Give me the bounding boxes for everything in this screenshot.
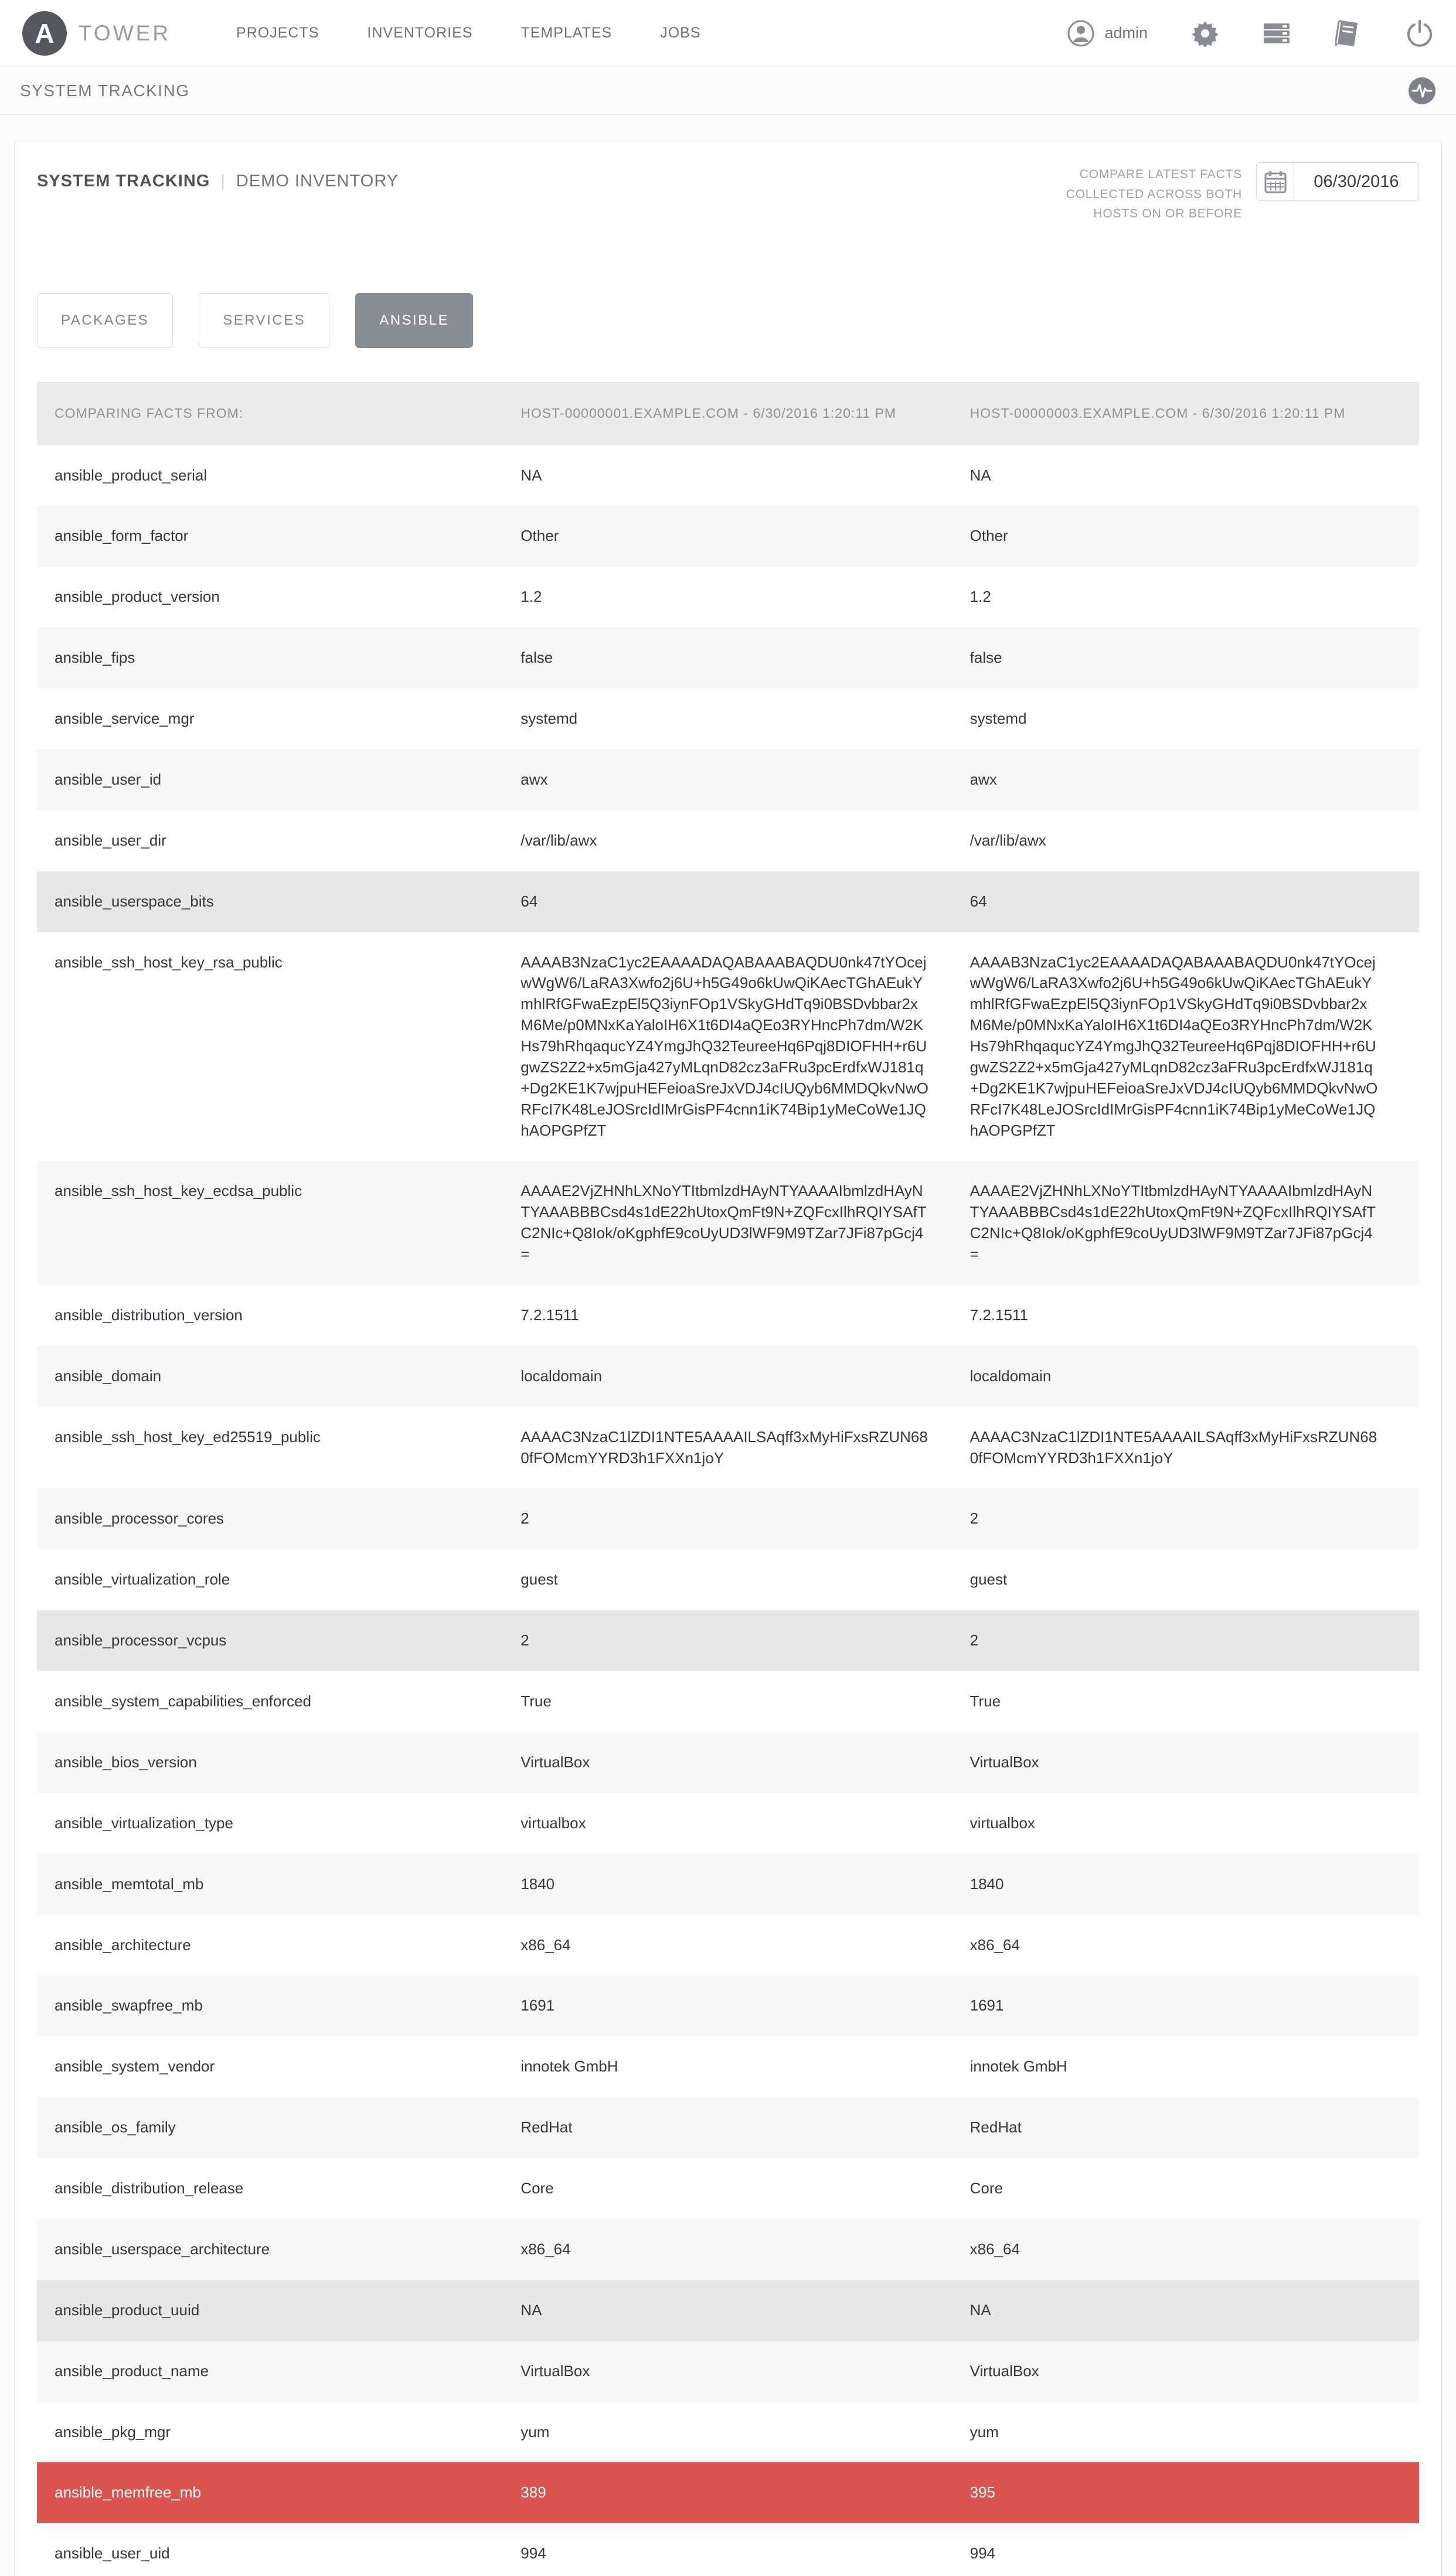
table-caption: COMPARING FACTS FROM: — [55, 405, 244, 421]
host1-value-cell: false — [521, 649, 553, 667]
page-title-inventory: DEMO INVENTORY — [236, 172, 399, 190]
host2-value-cell: NA — [969, 2301, 991, 2319]
fact-name-cell: ansible_os_family — [55, 2118, 176, 2137]
table-row — [37, 932, 1419, 1161]
rack-icon[interactable] — [1263, 19, 1291, 47]
host1-value-cell: /var/lib/awx — [521, 831, 597, 849]
fact-name-cell: ansible_user_dir — [55, 831, 166, 849]
table-row — [37, 1610, 1419, 1671]
title-separator: | — [220, 172, 226, 190]
host2-value-cell: yum — [969, 2422, 999, 2441]
host1-value-cell: NA — [521, 466, 542, 484]
nav-link-jobs[interactable]: JOBS — [660, 25, 701, 41]
host1-value-cell: awx — [521, 770, 548, 788]
table-row — [37, 1732, 1419, 1793]
table-row — [37, 1407, 1419, 1489]
host1-value-cell: AAAAC3NzaC1lZDI1NTE5AAAAILSAqff3xMyHiFxsRZUN680fFOMcmYYRD3h1FXXn1joY — [521, 1427, 928, 1467]
host2-value-cell: virtualbox — [969, 1814, 1035, 1832]
date-picker[interactable] — [1256, 162, 1419, 201]
host1-value-cell: AAAAE2VjZHNhLXNoYTItbmlzdHAyNTYAAAAIbmlzdHAyNTYAAABBBCsd4s1dE22hUtoxQmFt9N+ZQFcxIlhRQIYSAfTC2NIc+Q8Iok/oKgphfE9coUyUD3lWF9M9TZar7JFi87pGcj4= — [521, 1182, 927, 1263]
host2-value-cell: x86_64 — [969, 2240, 1020, 2258]
fact-name-cell: ansible_ssh_host_key_rsa_public — [55, 953, 283, 971]
table-row — [37, 628, 1419, 689]
fact-name-cell: ansible_bios_version — [55, 1753, 197, 1771]
host2-value-cell: AAAAE2VjZHNhLXNoYTItbmlzdHAyNTYAAAAIbmlzdHAyNTYAAABBBCsd4s1dE22hUtoxQmFt9N+ZQFcxIlhRQIYSAfTC2NIc+Q8Iok/oKgphfE9coUyUD3lWF9M9TZar7JFi87pGcj4= — [969, 1182, 1376, 1263]
host1-value-cell: x86_64 — [521, 1936, 571, 1954]
host2-value-cell: 395 — [969, 2483, 996, 2502]
fact-name-cell: ansible_virtualization_type — [55, 1814, 233, 1832]
table-row — [37, 1161, 1419, 1285]
host2-value-cell: AAAAC3NzaC1lZDI1NTE5AAAAILSAqff3xMyHiFxsRZUN680fFOMcmYYRD3h1FXXn1joY — [969, 1427, 1377, 1467]
host1-value-cell: innotek GmbH — [521, 2057, 618, 2076]
table-row — [37, 2219, 1419, 2280]
host2-value-cell: 2 — [969, 1510, 979, 1528]
host2-value-cell: VirtualBox — [969, 1753, 1039, 1771]
fact-name-cell: ansible_system_vendor — [55, 2057, 215, 2076]
host1-value-cell: True — [521, 1692, 552, 1710]
table-row — [37, 2158, 1419, 2219]
brand[interactable] — [22, 11, 171, 56]
host2-value-cell: 64 — [969, 892, 987, 910]
table-row — [37, 2097, 1419, 2158]
host1-value-cell: NA — [521, 2301, 542, 2319]
table-row — [37, 871, 1419, 932]
facts-comparison-table — [37, 382, 1419, 2576]
host1-value-cell: virtualbox — [521, 1814, 586, 1832]
table-row — [37, 2036, 1419, 2097]
table-row — [37, 506, 1419, 567]
navbar-right — [1067, 19, 1434, 47]
table-row — [37, 2280, 1419, 2341]
host1-value-cell: Other — [521, 527, 559, 545]
fact-name-cell: ansible_pkg_mgr — [55, 2422, 171, 2441]
host1-value-cell: 2 — [521, 1510, 529, 1528]
nav-link-inventories[interactable]: INVENTORIES — [367, 25, 473, 41]
fact-name-cell: ansible_userspace_bits — [55, 892, 214, 910]
nav-link-projects[interactable]: PROJECTS — [236, 25, 319, 41]
table-row — [37, 2523, 1419, 2576]
host2-value-cell: Core — [969, 2179, 1003, 2197]
system-tracking-card — [14, 141, 1442, 2576]
fact-name-cell: ansible_distribution_release — [55, 2179, 244, 2197]
fact-name-cell: ansible_product_uuid — [55, 2301, 200, 2319]
main-nav — [236, 25, 700, 42]
fact-name-cell: ansible_virtualization_role — [55, 1570, 230, 1589]
host1-value-cell: 994 — [521, 2544, 546, 2563]
host2-value-cell: false — [969, 649, 1002, 667]
breadcrumb[interactable]: SYSTEM TRACKING — [20, 81, 190, 100]
fact-name-cell: ansible_architecture — [55, 1936, 191, 1954]
host1-value-cell: VirtualBox — [521, 2362, 590, 2380]
gear-icon[interactable] — [1191, 19, 1219, 47]
host1-value-cell: 1840 — [521, 1875, 555, 1893]
host1-value-cell: Core — [521, 2179, 554, 2197]
table-row — [37, 1975, 1419, 2036]
host-left-header-cell: HOST-00000001.EXAMPLE.COM - 6/30/2016 1:20:11 PM — [521, 405, 897, 421]
table-row — [37, 1488, 1419, 1549]
fact-name-cell: ansible_user_uid — [55, 2544, 170, 2563]
host2-value-cell: systemd — [969, 710, 1027, 728]
docs-icon[interactable] — [1334, 19, 1362, 47]
tab-ansible[interactable]: ANSIBLE — [355, 293, 473, 348]
fact-name-cell: ansible_form_factor — [55, 527, 189, 545]
host2-value-cell: 994 — [969, 2544, 996, 2563]
host2-value-cell: 7.2.1511 — [969, 1306, 1028, 1324]
table-row — [37, 1854, 1419, 1915]
tab-packages[interactable]: PACKAGES — [37, 293, 173, 348]
fact-name-cell: ansible_processor_vcpus — [55, 1631, 227, 1650]
fact-name-cell: ansible_distribution_version — [55, 1306, 243, 1324]
fact-name-cell: ansible_service_mgr — [55, 710, 195, 728]
breadcrumb-bar — [0, 67, 1456, 115]
host1-value-cell: systemd — [521, 710, 578, 728]
host2-value-cell: AAAAB3NzaC1yc2EAAAADAQABAAABAQDU0nk47tYOcejwWgW6/LaRA3Xwfo2j6U+h5G49o6kUwQiKAecTGhAEukYmhlRfGFwaEzpEl5Q3iynFOp1VSkyGHdTq9i0BSDvbbar2xM6Me/p0MNxKaYaloIH6X1t6DI4aQEo3RYHncPh7dm/W2KHs79hRhqaqucYZ4YmgJhQ32TeureeHq6Pqj8DIOFHH+r6UgwZS2Z2+x5mGja427yMLqnD82cz3aFRu3pcErdfxWJ181q+Dg2KE1K7wjpuHEFeioaSreJxVDJ4cIUQyb6MMDQkvNwORFcI7K48LeJOSrcIdIMrGisPF4cnn1iK74Bip1yMeCoWe1JQhAOPGPfZT — [969, 953, 1378, 1139]
fact-name-cell: ansible_userspace_architecture — [55, 2240, 270, 2258]
fact-name-cell: ansible_domain — [55, 1367, 162, 1385]
host2-value-cell: VirtualBox — [969, 2362, 1039, 2380]
table-header-row — [37, 382, 1419, 445]
table-row — [37, 1549, 1419, 1610]
table-row — [37, 1671, 1419, 1732]
fact-name-cell: ansible_ssh_host_key_ed25519_public — [55, 1427, 321, 1446]
table-row — [37, 2402, 1419, 2463]
ansible-logo-icon: A — [22, 11, 67, 56]
table-row — [37, 1346, 1419, 1407]
host2-value-cell: NA — [969, 466, 991, 484]
facts-table-body — [37, 445, 1419, 2576]
host-right-header-cell: HOST-00000003.EXAMPLE.COM - 6/30/2016 1:20:11 PM — [969, 405, 1346, 421]
host1-value-cell: yum — [521, 2422, 550, 2441]
host2-value-cell: RedHat — [969, 2118, 1022, 2137]
fact-name-cell: ansible_product_serial — [55, 466, 207, 484]
card-header — [37, 162, 1419, 224]
brand-name: TOWER — [79, 21, 171, 45]
fact-name-cell: ansible_processor_cores — [55, 1510, 224, 1528]
fact-type-tabs — [37, 293, 1419, 348]
power-icon[interactable] — [1406, 19, 1434, 47]
host1-value-cell: localdomain — [521, 1367, 603, 1385]
host1-value-cell: guest — [521, 1570, 558, 1589]
date-input[interactable]: 06/30/2016 — [1314, 172, 1399, 191]
host1-value-cell: 7.2.1511 — [521, 1306, 579, 1324]
compare-controls — [1040, 162, 1419, 224]
host2-value-cell: 1840 — [969, 1875, 1004, 1893]
fact-name-cell: ansible_swapfree_mb — [55, 1996, 203, 2015]
host2-value-cell: True — [969, 1692, 1001, 1710]
host1-value-cell: 2 — [521, 1631, 529, 1650]
table-row — [37, 689, 1419, 749]
host1-value-cell: 1.2 — [521, 588, 542, 606]
fact-name-cell: ansible_system_capabilities_enforced — [55, 1692, 311, 1710]
table-row — [37, 2341, 1419, 2402]
table-row — [37, 1793, 1419, 1854]
fact-name-cell: ansible_product_version — [55, 588, 220, 606]
host1-value-cell: 389 — [521, 2483, 546, 2502]
host1-value-cell: x86_64 — [521, 2240, 571, 2258]
fact-name-cell: ansible_memfree_mb — [55, 2483, 202, 2502]
host1-value-cell: VirtualBox — [521, 1753, 590, 1771]
host2-value-cell: localdomain — [969, 1367, 1052, 1385]
fact-name-cell: ansible_ssh_host_key_ecdsa_public — [55, 1182, 302, 1200]
table-row — [37, 1285, 1419, 1346]
compare-label: COMPARE LATEST FACTS COLLECTED ACROSS BOTH HOSTS ON OR BEFORE — [1066, 168, 1242, 221]
host2-value-cell: 1.2 — [969, 588, 991, 606]
host2-value-cell: innotek GmbH — [969, 2057, 1067, 2076]
host1-value-cell: 64 — [521, 892, 538, 910]
top-navbar — [0, 0, 1456, 67]
host1-value-cell: RedHat — [521, 2118, 573, 2137]
table-row — [37, 749, 1419, 810]
host1-value-cell: AAAAB3NzaC1yc2EAAAADAQABAAABAQDU0nk47tYOcejwWgW6/LaRA3Xwfo2j6U+h5G49o6kUwQiKAecTGhAEukYmhlRfGFwaEzpEl5Q3iynFOp1VSkyGHdTq9i0BSDvbbar2xM6Me/p0MNxKaYaloIH6X1t6DI4aQEo3RYHncPh7dm/W2KHs79hRhqaqucYZ4YmgJhQ32TeureeHq6Pqj8DIOFHH+r6UgwZS2Z2+x5mGja427yMLqnD82cz3aFRu3pcErdfxWJ181q+Dg2KE1K7wjpuHEFeioaSreJxVDJ4cIUQyb6MMDQkvNwORFcI7K48LeJOSrcIdIMrGisPF4cnn1iK74Bip1yMeCoWe1JQhAOPGPfZT — [521, 953, 929, 1139]
fact-name-cell: ansible_fips — [55, 649, 135, 667]
nav-link-templates[interactable]: TEMPLATES — [521, 25, 613, 41]
host2-value-cell: 2 — [969, 1631, 979, 1650]
table-row — [37, 567, 1419, 628]
host2-value-cell: awx — [969, 770, 997, 788]
current-user-menu[interactable] — [1067, 19, 1148, 47]
calendar-icon[interactable] — [1257, 163, 1294, 200]
tab-services[interactable]: SERVICES — [199, 293, 329, 348]
table-row — [37, 445, 1419, 506]
fact-name-cell: ansible_memtotal_mb — [55, 1875, 204, 1893]
page-title — [37, 162, 399, 191]
current-user-name: admin — [1104, 24, 1148, 42]
host1-value-cell: 1691 — [521, 1996, 555, 2015]
fact-name-cell: ansible_product_name — [55, 2362, 209, 2380]
host2-value-cell: guest — [969, 1570, 1008, 1589]
table-row — [37, 1915, 1419, 1976]
user-icon — [1067, 19, 1095, 47]
page-title-main: SYSTEM TRACKING — [37, 172, 210, 190]
host2-value-cell: /var/lib/awx — [969, 831, 1046, 849]
page-body — [0, 115, 1456, 2576]
table-row — [37, 810, 1419, 871]
host2-value-cell: Other — [969, 527, 1008, 545]
fact-name-cell: ansible_user_id — [55, 770, 162, 788]
activity-stream-icon[interactable] — [1408, 77, 1436, 105]
host2-value-cell: 1691 — [969, 1996, 1004, 2015]
host2-value-cell: x86_64 — [969, 1936, 1020, 1954]
table-row — [37, 2462, 1419, 2523]
